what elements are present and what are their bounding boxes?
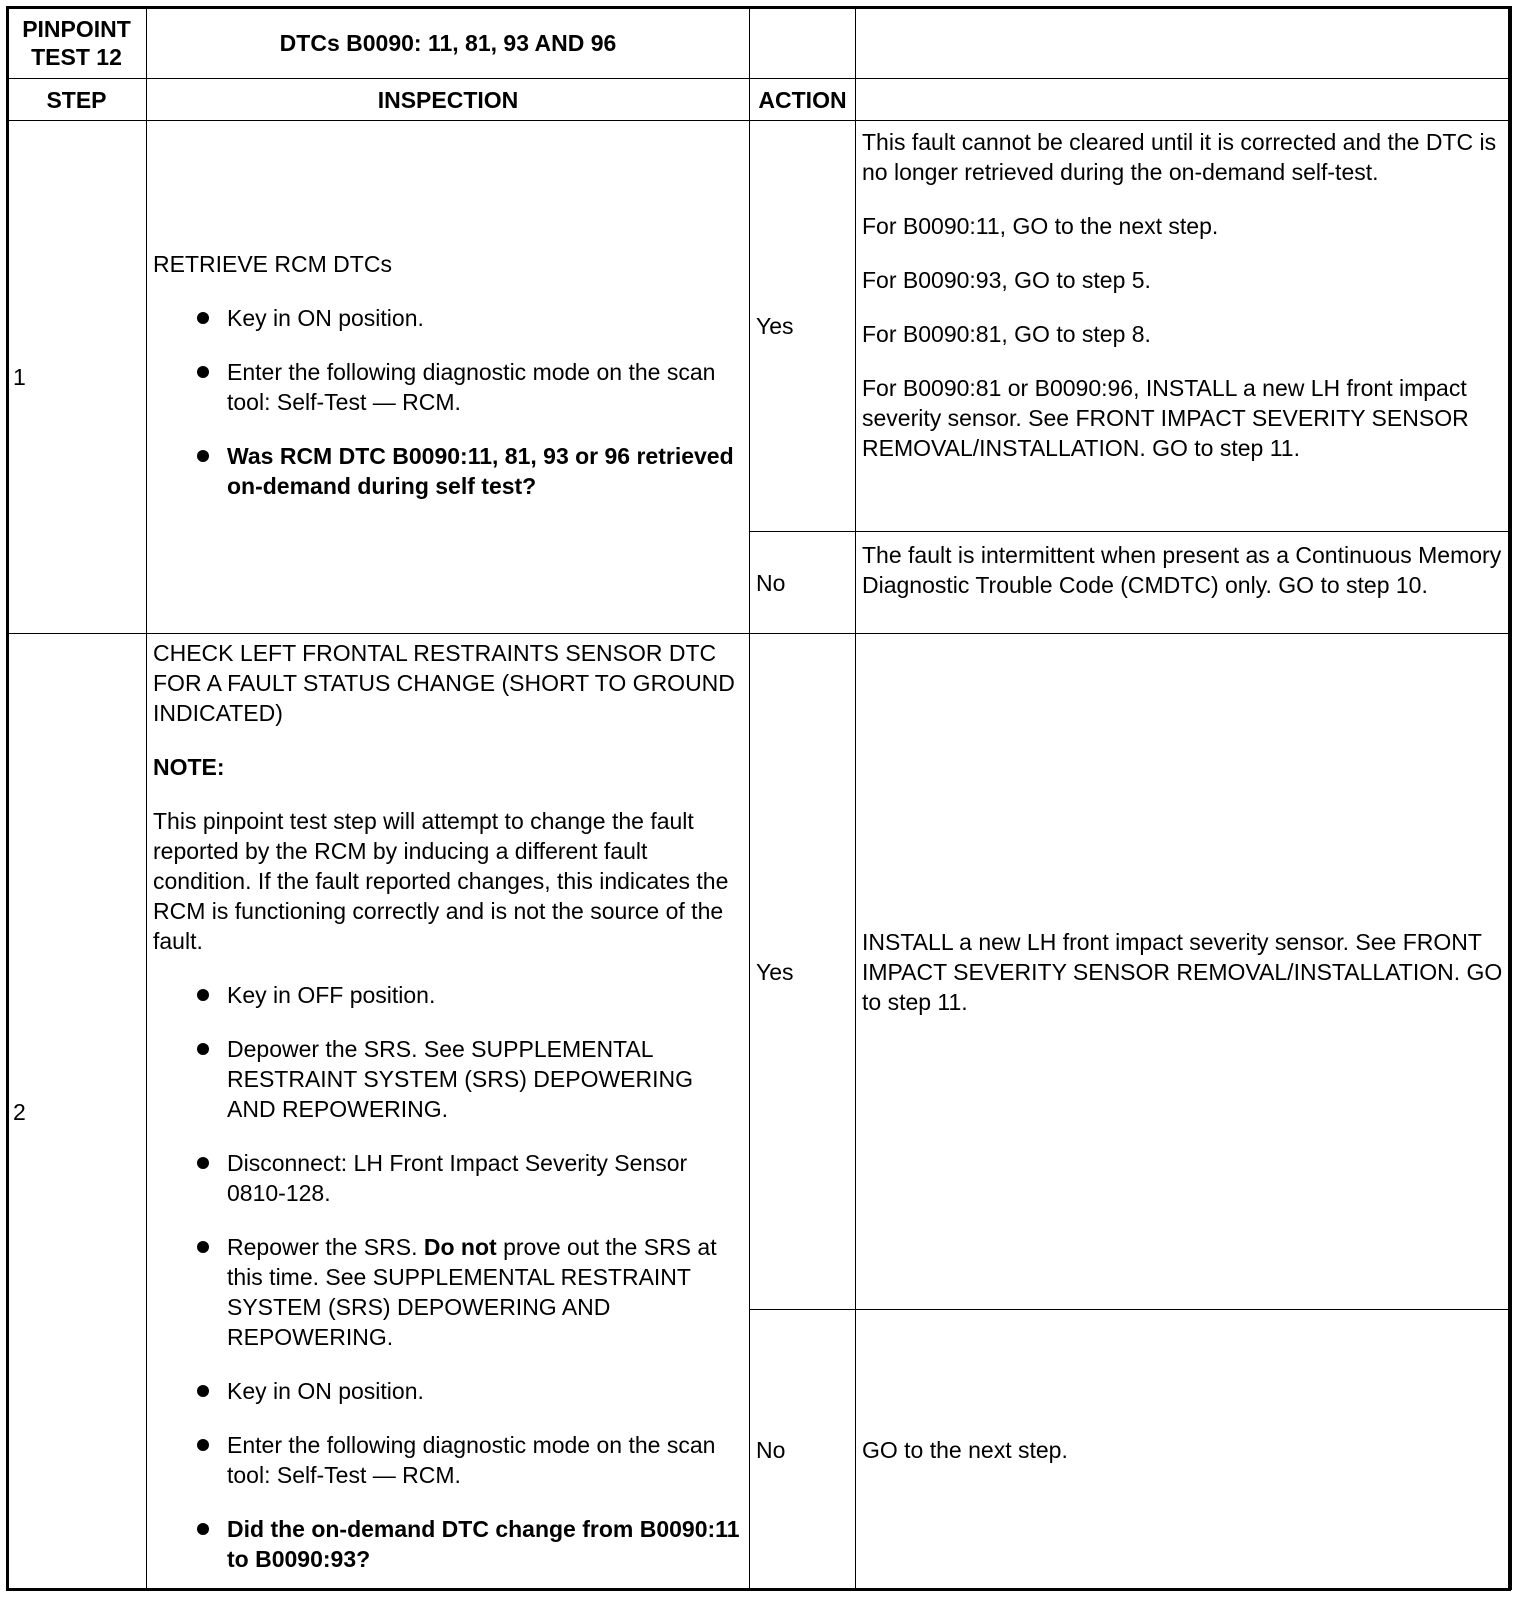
pinpoint-label: PINPOINT TEST 12: [7, 7, 147, 79]
bullet-question: Did the on-demand DTC change from B0090:11 to B0090:93?: [227, 1516, 740, 1572]
action-text: GO to the next step.: [862, 1436, 1068, 1463]
bullet-text: Key in ON position.: [227, 305, 424, 331]
no-label: No: [750, 1310, 856, 1590]
action-text: This fault cannot be cleared until it is corrected and the DTC is no longer retrieved during the on-demand self-test.: [862, 129, 1497, 185]
action-column-header: ACTION: [750, 79, 856, 121]
yes-label: Yes: [750, 634, 856, 1310]
bullet-text-pre: Repower the SRS.: [227, 1234, 424, 1260]
action-text: For B0090:81 or B0090:96, INSTALL a new LH front impact severity sensor. See FRONT IMPACT SEVERITY SENSOR REMOVAL/INSTALLATION. GO to step 11.: [862, 375, 1469, 461]
test-title: DTCs B0090: 11, 81, 93 AND 96: [147, 7, 750, 79]
bullet-text: Depower the SRS. See SUPPLEMENTAL RESTRAINT SYSTEM (SRS) DEPOWERING AND REPOWERING.: [227, 1036, 694, 1122]
step-number: 1: [7, 121, 147, 634]
bullet-text: Key in OFF position.: [227, 982, 436, 1008]
step-column-header: STEP: [7, 79, 147, 121]
inspection-column-header: INSPECTION: [147, 79, 750, 121]
bullet-text: Disconnect: LH Front Impact Severity Sensor 0810-128.: [227, 1150, 688, 1206]
step-title: RETRIEVE RCM DTCs: [153, 251, 392, 277]
action-text: The fault is intermittent when present as a Continuous Memory Diagnostic Trouble Code (CMDTC) only. GO to step 10.: [862, 542, 1502, 598]
yes-label: Yes: [750, 121, 856, 532]
action-text: INSTALL a new LH front impact severity sensor. See FRONT IMPACT SEVERITY SENSOR REMOVAL/INSTALLATION. GO to step 11.: [862, 928, 1503, 1015]
action-text: For B0090:93, GO to step 5.: [862, 267, 1151, 293]
bullet-text-post: prove out the SRS at this time. See SUPPLEMENTAL RESTRAINT SYSTEM (SRS) DEPOWERING AND REPOWERING.: [227, 1234, 717, 1350]
note-text: This pinpoint test step will attempt to change the fault reported by the RCM by inducing a different fault condition. If the fault reported changes, this indicates the RCM is functioning correctly and is not the source of the fault.: [153, 808, 729, 954]
bullet-question: Was RCM DTC B0090:11, 81, 93 or 96 retrieved on-demand during self test?: [227, 443, 734, 499]
action-text: For B0090:81, GO to step 8.: [862, 321, 1151, 347]
action-text: For B0090:11, GO to the next step.: [862, 213, 1219, 239]
step-title: CHECK LEFT FRONTAL RESTRAINTS SENSOR DTC FOR A FAULT STATUS CHANGE (SHORT TO GROUND INDICATED): [153, 640, 735, 726]
outer-border: [6, 6, 1511, 1591]
note-label: NOTE:: [153, 754, 225, 780]
bullet-text: Key in ON position.: [227, 1378, 424, 1404]
bullet-text: Enter the following diagnostic mode on the scan tool: Self-Test — RCM.: [227, 359, 716, 415]
bullet-text: Enter the following diagnostic mode on the scan tool: Self-Test — RCM.: [227, 1432, 716, 1488]
bullet-text-emphasis: Do not: [423, 1234, 497, 1260]
no-label: No: [750, 532, 856, 634]
step-number: 2: [7, 634, 147, 1590]
